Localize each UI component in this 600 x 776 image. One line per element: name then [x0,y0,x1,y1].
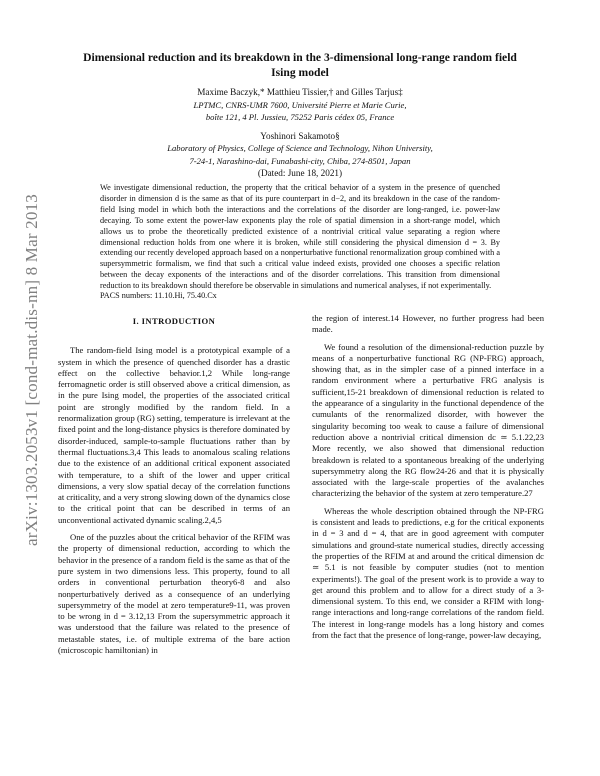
paragraph: Whereas the whole description obtained through the NP-FRG is consistent and leads to predictions, e.g for the critical exponents in d = 3 and d = 4, that are in good agreement with computer simulations and ground-state numerical studies, directly accessing the properties of the RFIM at and around the critical dimension dc ≃ 5.1 is not feasible by computer studies (not to mention experiments!). The goal of the present work is to provide a way to get around this problem and to allow for a direct study of a 3-dimensional system. To this end, we consider a RFIM with long-range interactions and long-range correlations of the random field. The interest in long-range models has a long history and comes from the fact that the presence of long-range, power-law decaying, [312,505,544,641]
abstract: We investigate dimensional reduction, the property that the critical behavior of a system in the presence of quenched disorder in dimension d is the same as that of its pure counterpart in d−2, and its breakdown in the case of the random-field Ising model in which both the interactions and the correlations of the disorder are long-ranged, i.e. power-law decaying. To some extent the power-law exponents play the role of spatial dimension in a short-range model, which allows us to probe the theoretically predicted existence of a nontrivial critical value separating a region where dimensional reduction holds from one where it is broken, while still considering the physical dimension d = 3. By extending our recently developed approach based on a nonperturbative functional renormalization group combined with a supersymmetric formalism, we find that such a critical value indeed exists, provided one chooses a specific relation between the decay exponents of the interactions and of the disorder correlations. This transition from dimensional reduction to its breakdown should therefore be observable in simulations and numerical analyses, if not experimentally. [100,183,500,291]
paper-title: Dimensional reduction and its breakdown in the 3-dimensional long-range random field Ising model [83,51,517,79]
arxiv-stamp-text: arXiv:1303.2053v1 [cond-mat.dis-nn] 8 Mar 2013 [22,194,41,546]
paragraph: the region of interest.14 However, no further progress had been made. [312,313,544,335]
paragraph: One of the puzzles about the critical behavior of the RFIM was the property of dimensional reduction, according to which the behavior in the presence of a random field is the same as that of the pure system in two dimensions less. This property, found to all orders in conventional perturbation theory6-8 and also nonperturbatively derived as a consequence of an underlying supersymmetry of the model at zero temperature9-11, was proven to be wrong in d = 3.12,13 From the supersymmetric approach it was understood that the failure was related to the presence of metastable states, i.e. of multiple extrema of the bare action (microscopic hamiltonian) in [58,532,290,656]
affiliation-1-line-1: LPTMC, CNRS-UMR 7600, Université Pierre et Marie Curie, [193,99,407,110]
paragraph: The random-field Ising model is a prototypical example of a system in which the presence of quenched disorder has a drastic effect on the collective behavior.1,2 While long-range ferromagnetic order is still observed above a critical dimension, as in the pure Ising model, the properties of the associated critical point are strongly modified by the random field. In a renormalization group (RG) setting, temperature is irrelevant at the fixed point and the long-distance physics is therefore dominated by disorder-induced, sample-to-sample fluctuations rather than by thermal fluctuations.3,4 This leads to anomalous scaling relations due to the existence of an additional critical exponent associated with temperature, to a shift of the lower and upper critical dimensions, a very slow spatial decay of the correlation functions at criticality, and a very strong slowing down of the dynamics close to the critical point that can be described in terms of an unconventional activated dynamic scaling.2,4,5 [58,345,290,525]
affiliation-1-line-2: boîte 121, 4 Pl. Jussieu, 75252 Paris cédex 05, France [205,112,395,122]
authors-line: Maxime Baczyk,* Matthieu Tissier,† and Gilles Tarjus‡ [197,87,403,97]
left-column [58,310,290,656]
paragraph: We found a resolution of the dimensional-reduction puzzle by means of a nonperturbative functional RG (NP-FRG) approach, showing that, as in the simpler case of a pinned interface in a random environment where a perturbative FRG analysis is sufficient,15-21 breakdown of dimensional reduction is related to the appearance of a singularity in the functional dependence of the cumulants of the renormalized disorder, with however the singularity becoming too weak to cause a failure of dimensional reduction above a nontrivial critical dimension dc ≃ 5.1.22,23 More recently, we also showed that dimensional reduction breakdown is related to a spontaneous breaking of the underlying supersymmetry along the RG flow24-26 and that it is physically associated with the large-scale properties of the avalanches characterizing the behavior of the system at zero temperature.27 [312,341,544,499]
author-block [70,86,530,180]
section-heading: I. INTRODUCTION [132,316,216,326]
pacs-numbers: PACS numbers: 11.10.Hi, 75.40.Cx [100,291,217,300]
affiliation-2-line-1: Laboratory of Physics, College of Science and Technology, Nihon University, [167,143,433,153]
right-column [312,313,544,641]
affiliation-2-line-2: 7-24-1, Narashino-dai, Funabashi-city, Chiba, 274-8501, Japan [189,155,411,166]
date-line: (Dated: June 18, 2021) [257,168,343,178]
author-2: Yoshinori Sakamoto§ [260,130,340,141]
arxiv-identifier-stamp [22,194,42,546]
